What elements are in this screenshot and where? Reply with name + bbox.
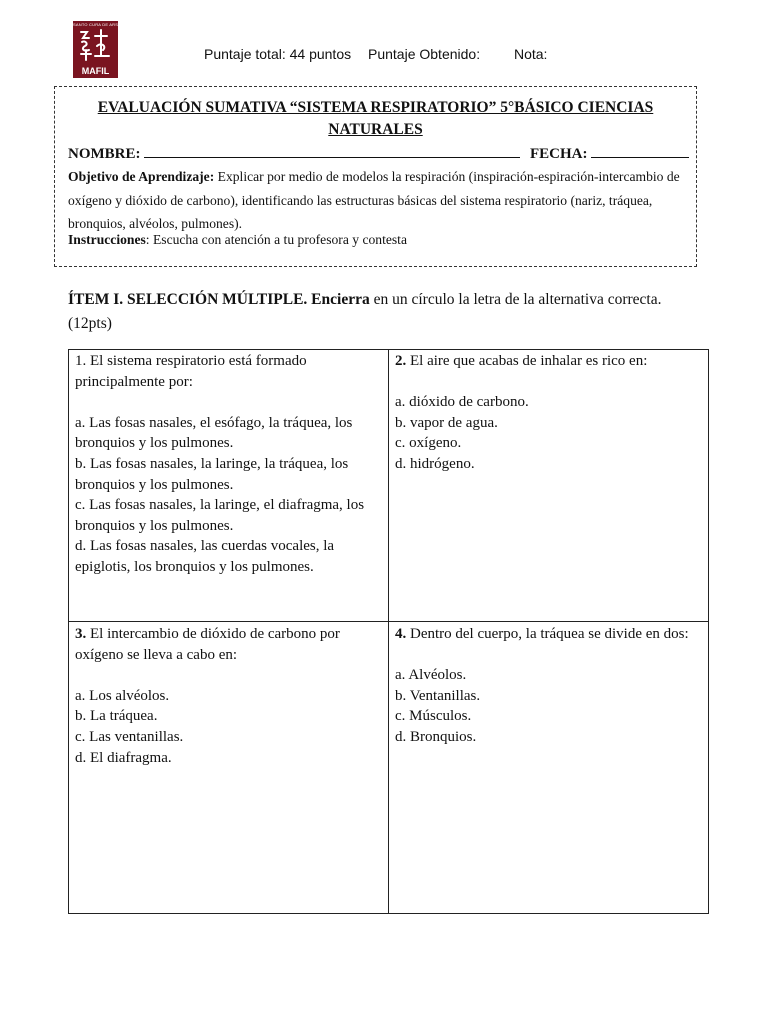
date-label: FECHA:	[530, 146, 588, 162]
question-3-option-b[interactable]: b. La tráquea.	[75, 708, 158, 725]
name-date-row	[68, 143, 690, 163]
question-1-number: 1.	[75, 353, 87, 369]
date-field[interactable]	[591, 143, 689, 158]
obtained-score-label: Puntaje Obtenido:	[368, 46, 481, 62]
question-2-option-c[interactable]: c. oxígeno.	[395, 435, 462, 452]
section-heading	[68, 288, 708, 336]
logo-top-text: SANTO CURA DE ARS	[73, 22, 119, 27]
section-heading-bold: ÍTEM I. SELECCIÓN MÚLTIPLE. Encierra	[68, 291, 370, 308]
question-2-text: El aire que acabas de inhalar es rico en:	[410, 353, 648, 369]
instructions-label: Instrucciones	[68, 232, 146, 247]
question-1-option-b[interactable]: b. Las fosas nasales, la laringe, la tráquea, los bronquios y los pulmones.	[75, 455, 349, 493]
question-1-option-c[interactable]: c. Las fosas nasales, la laringe, el diafragma, los bronquios y los pulmones.	[75, 497, 365, 534]
school-logo	[73, 21, 118, 78]
question-4-option-b[interactable]: b. Ventanillas.	[395, 687, 481, 704]
question-4-option-a[interactable]: a. Alvéolos.	[395, 667, 467, 684]
logo-bottom-text: MAFIL	[81, 66, 110, 76]
question-1-prompt	[75, 351, 382, 392]
question-2-option-a[interactable]: a. dióxido de carbono.	[395, 394, 529, 411]
grade-label: Nota:	[513, 46, 548, 62]
name-field[interactable]	[144, 143, 520, 158]
question-1-option-d[interactable]: d. Las fosas nasales, las cuerdas vocales, la epiglotis, los bronquios y los pulmones.	[75, 538, 335, 575]
score-line	[204, 46, 560, 62]
question-3-number: 3.	[75, 626, 87, 642]
question-2-option-b[interactable]: b. vapor de agua.	[395, 414, 498, 431]
question-4-number: 4.	[395, 626, 407, 642]
question-4-text: Dentro del cuerpo, la tráquea se divide en dos:	[410, 626, 689, 642]
instructions-text: : Escucha con atención a tu profesora y contesta	[145, 232, 407, 247]
question-3-option-c[interactable]: c. Las ventanillas.	[75, 728, 184, 745]
total-score: Puntaje total: 44 puntos	[204, 46, 352, 62]
question-2-option-d[interactable]: d. hidrógeno.	[395, 455, 475, 472]
question-3-prompt	[75, 624, 382, 665]
exam-title: EVALUACIÓN SUMATIVA “SISTEMA RESPIRATORIO” 5°BÁSICO CIENCIAS NATURALES	[97, 99, 654, 138]
question-cell-4	[389, 622, 708, 913]
question-cell-3	[69, 622, 389, 913]
section-heading-text: en un círculo la letra de la alternativa correcta. (12pts)	[68, 291, 662, 332]
question-4-option-d[interactable]: d. Bronquios.	[395, 728, 477, 745]
header-box	[54, 86, 697, 267]
question-4-prompt	[395, 624, 702, 645]
objective-label: Objetivo de Aprendizaje:	[68, 169, 215, 184]
question-1-option-a[interactable]: a. Las fosas nasales, el esófago, la tráquea, los bronquios y los pulmones.	[75, 414, 353, 452]
objective-text: Explicar por medio de modelos la respiración (inspiración-espiración-intercambio de oxígeno y dióxido de carbono), identificando las estructuras básicas del sistema respiratorio (nariz, tráquea, bronquios, alvéolos, pulmones).	[68, 169, 680, 231]
learning-objective	[68, 165, 686, 236]
question-cell-2	[389, 350, 708, 622]
question-1-text: El sistema respiratorio está formado principalmente por:	[75, 353, 307, 390]
question-3-option-a[interactable]: a. Los alvéolos.	[75, 687, 170, 704]
question-2-number: 2.	[395, 353, 407, 369]
question-3-option-d[interactable]: d. El diafragma.	[75, 749, 172, 766]
question-cell-1	[69, 350, 389, 622]
question-3-text: El intercambio de dióxido de carbono por oxígeno se lleva a cabo en:	[75, 626, 340, 663]
question-4-option-c[interactable]: c. Músculos.	[395, 708, 472, 725]
logo-emblem-icon	[77, 28, 115, 62]
name-label: NOMBRE:	[68, 146, 141, 162]
question-2-prompt	[395, 351, 702, 372]
instructions	[68, 230, 686, 250]
question-table	[68, 349, 709, 914]
